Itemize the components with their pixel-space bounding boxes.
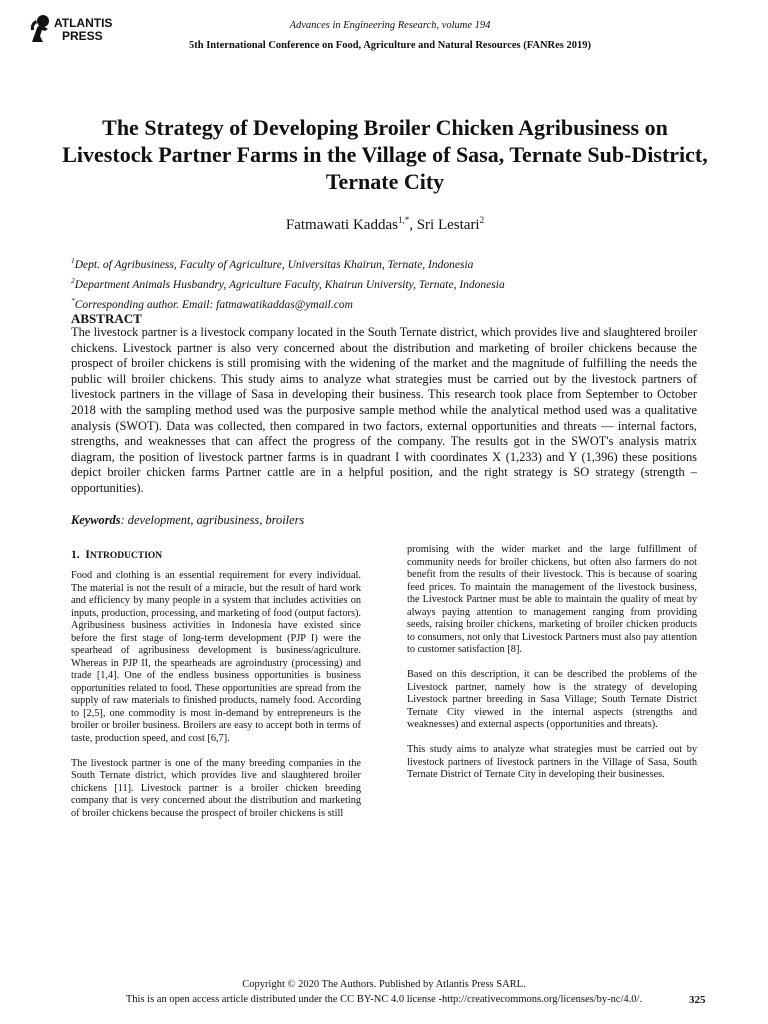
affiliation (71, 253, 711, 273)
logo-text-atlantis: ATLANTIS (54, 16, 113, 30)
copyright-notice: Copyright © 2020 The Authors. Published by Atlantis Press SARL. (242, 979, 526, 990)
paragraph: Food and clothing is an essential requirement for every individual. The material is not the result of a miracle, but the result of hard work and efficiency by many people in a system that includes activities on inputs, production, processing, and marketing of food (output factors). Agribusiness business activities in Indonesia have existed since before the first stage of long-term development (PJP I) were the spearhead of agribusiness development is business/agriculture. Whereas in PJP II, the spearheads are agroindustry (processing) and trade [1,4]. One of the endless business opportunities is business opportunities related to food. These opportunities are spread from the supply of raw materials to finished products, namely food. According to [2,5], one commodity is most in-demand by entrepreneurs is the broiler or broiler business. Broilers are easy to accept both in terms of taste, production speed, and cost [6,7]. (71, 570, 361, 744)
affiliations (71, 253, 711, 312)
series-name: Advances in Engineering Research, volume 194 (289, 20, 491, 31)
corresponding-author (71, 293, 711, 313)
paragraph: promising with the wider market and the large fulfillment of community needs for broiler chickens, but often also farmers do not benefit from the results of their livestock. This is because of soaring feed prices. To maintain the management of the livestock business, the Livestock Partner must be able to maintain the quality of meat by always paying attention to management ranging from providing seeds, raising broiler chickens, marketing of broiler chicken products to consumers, not only that Livestock Partners must also pay attention to customer satisfaction [8]. (407, 544, 697, 655)
author-separator: , (409, 217, 417, 233)
corresponding-author-text: Corresponding author. Email: fatmawatikaddas@ymail.com (74, 298, 353, 311)
author-list (60, 215, 710, 234)
keywords-label: Keywords (71, 513, 121, 527)
section-title-rest: NTRODUCTION (89, 551, 163, 561)
license-notice: This is an open access article distributed under the CC BY-NC 4.0 license -http://creativecommons.org/licenses/by-nc/4.0/. (125, 994, 643, 1005)
author-affiliation-mark: 1,* (397, 215, 410, 225)
author-name: Fatmawati Kaddas (285, 217, 398, 233)
logo-text-press: PRESS (62, 29, 103, 43)
conference-name: 5th International Conference on Food, Agriculture and Natural Resources (FANRes 2019) (189, 40, 591, 51)
affiliation-text: Department Animals Husbandry, Agriculture Faculty, Khairun University, Ternate, Indonesia (74, 278, 505, 291)
paragraph: This study aims to analyze what strategies must be carried out by livestock partners of livestock partners in the Village of Sasa, South Ternate District of Ternate City in developing their businesses. (407, 744, 697, 780)
atlas-figure-icon (28, 14, 52, 44)
left-column (71, 570, 361, 833)
affiliation-mark: 1 (71, 256, 75, 265)
affiliation-mark: * (71, 295, 75, 305)
author-affiliation-mark: 2 (479, 215, 485, 225)
paper-title: The Strategy of Developing Broiler Chicken Agribusiness on Livestock Partner Farms in the Village of Sasa, Ternate Sub-District, Ternate City (62, 115, 708, 194)
affiliation-text: Dept. of Agribusiness, Faculty of Agriculture, Universitas Khairun, Ternate, Indonesia (74, 258, 474, 271)
affiliation (71, 273, 711, 293)
author-name: Sri Lestari (416, 217, 480, 233)
paragraph: The livestock partner is one of the many breeding companies in the South Ternate district, which provides live and slaughtered broiler chickens [11]. Livestock partner is a broiler chicken breeding company that is very concerned about the distribution and marketing of broiler chickens because the prospect of broiler chickens is still (71, 757, 361, 819)
affiliation-mark: 2 (71, 275, 75, 285)
keywords (71, 513, 304, 528)
section-title-initial: I (85, 549, 90, 561)
right-column (407, 544, 697, 794)
section-heading-introduction (71, 549, 162, 561)
paragraph: Based on this description, it can be described the problems of the Livestock partner, namely how is the strategy of developing Livestock partner breeding in Sasa Village; South Ternate District Ternate City viewed in the internal aspects (strengths and weaknesses) and external aspects (opportunities and threats). (407, 669, 697, 730)
abstract-heading: ABSTRACT (71, 311, 142, 326)
keywords-list: : development, agribusiness, broilers (120, 513, 305, 527)
abstract-text: The livestock partner is a livestock company located in the South Ternate district, which provides live and slaughtered broiler chickens. Livestock partner is also very concerned about the distribution and marketing of broiler chickens because the prospect of broiler chickens is still promising with the widening of the market and the magnitude of fulfilling the needs the public will broiler chickens. This study aims to analyze what strategies must be carried out by the livestock partners of livestock partners in the village of Sasa in developing their business. This research took place from September to October 2018 with the sampling method used was the purposive sample method while the analytical method used was a qualitative analysis (SWOT). Data was collected, then compared in two factors, external opportunities and threats — internal factors, strengths, and weaknesses that can affect the progress of the company. The results got in the SWOT's analysis matrix diagram, the position of livestock partner farms is in quadrant I with coordinates X (1,233) and Y (1,396) these positions depict broiler chicken farms Partner cattle are in a helpful position, and the right strategy is SO strategy (strength – opportunities). (71, 325, 697, 495)
page-number: 325 (689, 994, 706, 1006)
section-number: 1. (71, 549, 80, 561)
